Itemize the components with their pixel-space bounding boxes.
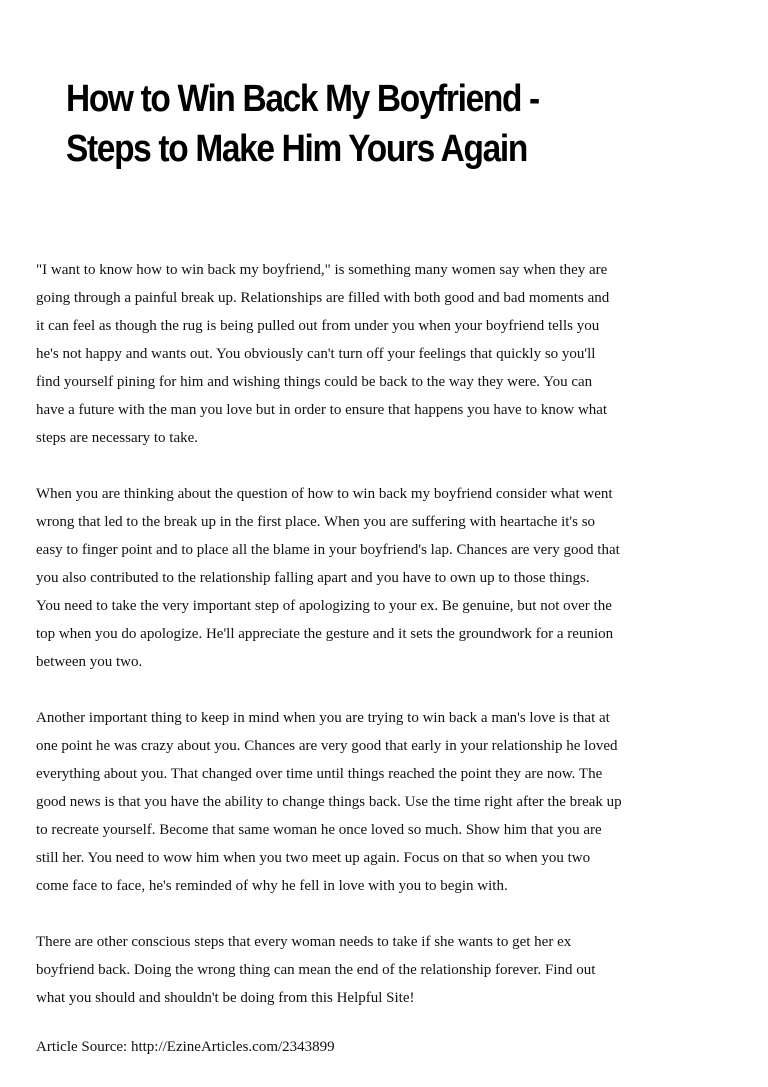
text-line: steps are necessary to take. (36, 430, 199, 446)
paragraph-1 (36, 256, 736, 452)
text-line: "I want to know how to win back my boyfriend," is something many women say when they are (36, 262, 608, 278)
title-line: How to Win Back My Boyfriend - (66, 78, 539, 120)
text-line: it can feel as though the rug is being pulled out from under you when your boyfriend tells you (36, 318, 600, 334)
text-line: what you should and shouldn't be doing from this Helpful Site! (36, 990, 415, 1006)
text-line: you also contributed to the relationship falling apart and you have to own up to those things. (36, 570, 590, 586)
text-line: top when you do apologize. He'll appreciate the gesture and it sets the groundwork for a reunion (36, 626, 614, 642)
text-line: When you are thinking about the question of how to win back my boyfriend consider what went (36, 486, 613, 502)
article-title (66, 74, 664, 174)
text-line: to recreate yourself. Become that same woman he once loved so much. Show him that you are (36, 822, 602, 838)
text-line: going through a painful break up. Relationships are filled with both good and bad moments and (36, 290, 610, 306)
text-line: everything about you. That changed over time until things reached the point they are now. The (36, 766, 603, 782)
text-line: he's not happy and wants out. You obviously can't turn off your feelings that quickly so you'll (36, 346, 596, 362)
text-line: one point he was crazy about you. Chances are very good that early in your relationship he loved (36, 738, 618, 754)
text-line: good news is that you have the ability to change things back. Use the time right after the break up (36, 794, 622, 810)
title-line: Steps to Make Him Yours Again (66, 128, 527, 170)
text-line: easy to finger point and to place all the blame in your boyfriend's lap. Chances are very good that (36, 542, 620, 558)
text-line: There are other conscious steps that every woman needs to take if she wants to get her ex (36, 934, 572, 950)
text-line: come face to face, he's reminded of why he fell in love with you to begin with. (36, 878, 508, 894)
paragraph-2 (36, 480, 736, 676)
text-line: between you two. (36, 654, 143, 670)
paragraph-4 (36, 928, 736, 1012)
text-line: boyfriend back. Doing the wrong thing can mean the end of the relationship forever. Find out (36, 962, 596, 978)
text-line: Another important thing to keep in mind when you are trying to win back a man's love is that at (36, 710, 610, 726)
text-line: still her. You need to wow him when you two meet up again. Focus on that so when you two (36, 850, 591, 866)
text-line: You need to take the very important step of apologizing to your ex. Be genuine, but not over the (36, 598, 612, 614)
text-line: have a future with the man you love but in order to ensure that happens you have to know what (36, 402, 608, 418)
paragraph-3 (36, 704, 736, 900)
text-line: find yourself pining for him and wishing things could be back to the way they were. You can (36, 374, 593, 390)
article-source: Article Source: http://EzineArticles.com/2343899 (36, 1039, 335, 1055)
article-body (36, 256, 736, 1040)
text-line: wrong that led to the break up in the first place. When you are suffering with heartache it's so (36, 514, 596, 530)
